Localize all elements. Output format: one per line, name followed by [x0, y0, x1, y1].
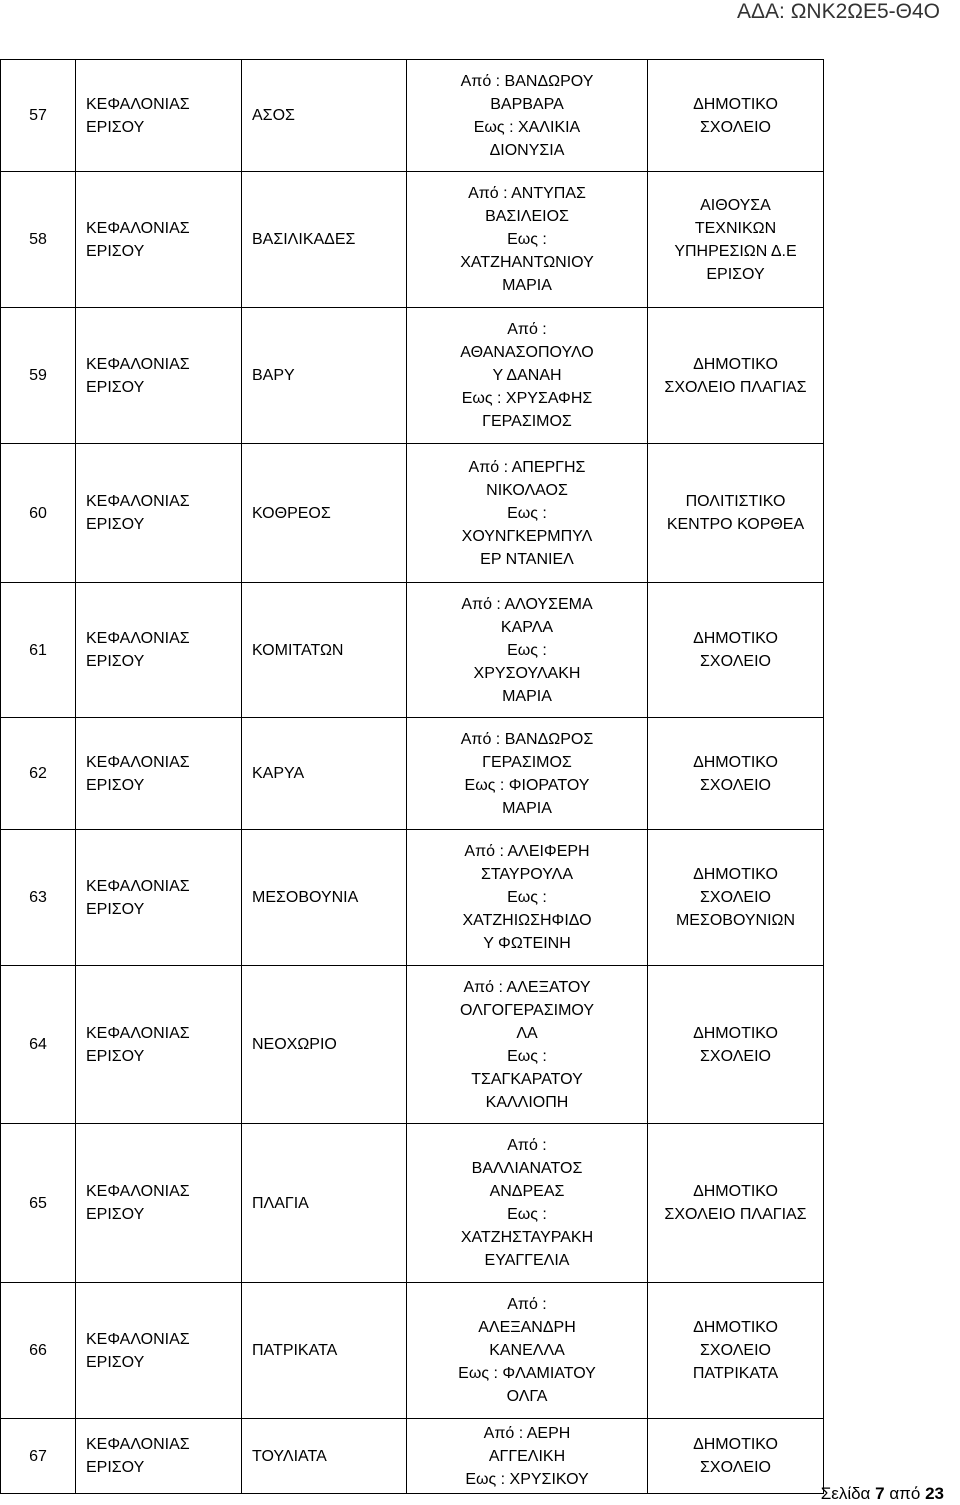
- persons-cell-line: ΒΑΡΒΑΡΑ: [490, 95, 564, 113]
- persons-cell: [407, 966, 648, 1124]
- persons-cell-line: Εως : ΧΑΛΙΚΙΑ: [473, 118, 581, 136]
- venue-cell-line: ΣΧΟΛΕΙΟ: [700, 1459, 771, 1476]
- venue-cell-line: ΑΙΘΟΥΣΑ: [700, 196, 771, 214]
- venue-cell-line: ΥΠΗΡΕΣΙΩΝ Δ.Ε: [674, 242, 797, 260]
- table-row: [1, 966, 824, 1124]
- venue-cell-line: ΣΧΟΛΕΙΟ: [700, 1047, 771, 1065]
- location-cell: ΠΑΤΡΙΚΑΤΑ: [242, 1283, 407, 1419]
- persons-cell: [407, 308, 648, 444]
- persons-cell-line: Εως :: [507, 231, 547, 248]
- venue-cell-line: ΔΗΜΟΤΙΚΟ: [693, 1024, 778, 1042]
- prefecture-cell-line: ΚΕΦΑΛΟΝΙΑΣ: [86, 219, 190, 237]
- location-cell: ΤΟΥΛΙΑΤΑ: [242, 1419, 407, 1494]
- persons-cell-line: ΚΑΛΛΙΟΠΗ: [485, 1093, 569, 1111]
- venue-cell-line: ΣΧΟΛΕΙΟ: [700, 889, 771, 906]
- table-row: [1, 1283, 824, 1419]
- location-cell: ΝΕΟΧΩΡΙΟ: [242, 966, 407, 1124]
- persons-cell-line: Εως :: [507, 889, 547, 906]
- persons-cell-line: ΔΙΟΝΥΣΙΑ: [489, 141, 565, 159]
- persons-cell-line: Εως :: [507, 504, 547, 522]
- prefecture-cell-line: ΚΕΦΑΛΟΝΙΑΣ: [86, 630, 190, 647]
- prefecture-cell: [76, 172, 242, 308]
- prefecture-cell-line: ΕΡΙΣΟΥ: [86, 118, 145, 136]
- page-word: Σελίδα: [820, 1484, 871, 1503]
- persons-cell: [407, 60, 648, 172]
- table-row: [1, 1419, 824, 1494]
- table-row: [1, 308, 824, 444]
- prefecture-cell-line: ΚΕΦΑΛΟΝΙΑΣ: [86, 1024, 190, 1042]
- location-cell: ΒΑΡΥ: [242, 308, 407, 444]
- venue-cell: [648, 1124, 824, 1283]
- venue-cell-line: ΕΡΙΣΟΥ: [706, 265, 765, 283]
- prefecture-cell-line: ΕΡΙΣΟΥ: [86, 653, 145, 670]
- row-number: 65: [1, 1124, 76, 1283]
- persons-cell-line: ΧΡΥΣΟΥΛΑΚΗ: [473, 664, 581, 682]
- venue-cell-line: ΜΕΣΟΒΟΥΝΙΩΝ: [675, 912, 796, 929]
- persons-cell-line: Εως : ΦΛΑΜΙΑΤΟΥ: [458, 1365, 596, 1382]
- prefecture-cell: [76, 966, 242, 1124]
- prefecture-cell: [76, 718, 242, 830]
- persons-cell: [407, 1283, 648, 1419]
- persons-cell-line: ΧΑΤΖΗΣΤΑΥΡΑΚΗ: [460, 1229, 594, 1246]
- persons-cell: [407, 1124, 648, 1283]
- ada-code: ΑΔΑ: ΩΝΚ2ΩΕ5-Θ4Ο: [737, 0, 940, 23]
- persons-cell-line: Από : ΑΝΤΥΠΑΣ: [468, 185, 586, 202]
- prefecture-cell: [76, 444, 242, 583]
- venue-cell: [648, 966, 824, 1124]
- venue-cell: [648, 308, 824, 444]
- venue-cell-line: ΔΗΜΟΤΙΚΟ: [693, 753, 778, 771]
- persons-cell-line: Εως : ΧΡΥΣΑΦΗΣ: [461, 390, 593, 407]
- venue-cell-line: ΠΑΤΡΙΚΑΤΑ: [692, 1365, 779, 1382]
- venue-cell-line: ΣΧΟΛΕΙΟ ΠΛΑΓΙΑΣ: [664, 1206, 807, 1223]
- venue-cell-line: ΠΟΛΙΤΙΣΤΙΚΟ: [685, 493, 786, 510]
- persons-cell-line: Από : ΑΕΡΗ: [483, 1424, 571, 1442]
- venue-cell: [648, 583, 824, 718]
- venue-cell-line: ΔΗΜΟΤΙΚΟ: [693, 1183, 778, 1200]
- venue-cell-line: ΤΕΧΝΙΚΩΝ: [694, 219, 777, 237]
- table-row: [1, 583, 824, 718]
- persons-cell-line: ΓΕΡΑΣΙΜΟΣ: [482, 413, 572, 430]
- venue-cell-line: ΔΗΜΟΤΙΚΟ: [693, 866, 778, 883]
- venue-cell: [648, 718, 824, 830]
- table-row: [1, 718, 824, 830]
- venue-cell: [648, 172, 824, 308]
- persons-cell-line: Από : ΑΠΕΡΓΗΣ: [468, 458, 586, 476]
- persons-cell-line: Από : ΑΛΟΥΣΕΜΑ: [461, 595, 593, 613]
- persons-cell-line: Από : ΑΛΕΙΦΕΡΗ: [464, 843, 590, 860]
- venue-cell: [648, 444, 824, 583]
- persons-cell-line: ΜΑΡΙΑ: [502, 277, 552, 294]
- persons-cell-line: ΤΣΑΓΚΑΡΑΤΟΥ: [471, 1070, 583, 1088]
- row-number: 63: [1, 830, 76, 966]
- table-row: [1, 444, 824, 583]
- venue-cell: [648, 1283, 824, 1419]
- persons-cell-line: ΚΑΡΛΑ: [500, 618, 554, 636]
- prefecture-cell-line: ΚΕΦΑΛΟΝΙΑΣ: [86, 1330, 190, 1348]
- persons-cell: [407, 172, 648, 308]
- current-page: 7: [875, 1484, 885, 1503]
- persons-cell-line: Εως :: [507, 641, 547, 659]
- location-cell: ΒΑΣΙΛΙΚΑΔΕΣ: [242, 172, 407, 308]
- prefecture-cell-line: ΕΡΙΣΟΥ: [86, 1206, 145, 1223]
- venue-cell-line: ΣΧΟΛΕΙΟ ΠΛΑΓΙΑΣ: [664, 378, 807, 396]
- persons-cell-line: ΑΓΓΕΛΙΚΗ: [488, 1447, 566, 1465]
- venue-cell-line: ΣΧΟΛΕΙΟ: [700, 776, 771, 794]
- persons-cell-line: Υ ΔΑΝΑΗ: [492, 367, 562, 384]
- prefecture-cell-line: ΚΕΦΑΛΟΝΙΑΣ: [86, 753, 190, 771]
- prefecture-cell: [76, 583, 242, 718]
- prefecture-cell-line: ΕΡΙΣΟΥ: [86, 516, 145, 533]
- venue-cell: [648, 830, 824, 966]
- persons-cell: [407, 718, 648, 830]
- venue-cell: [648, 60, 824, 172]
- persons-cell-line: ΕΥΑΓΓΕΛΙΑ: [484, 1252, 570, 1269]
- prefecture-cell: [76, 308, 242, 444]
- persons-cell: [407, 830, 648, 966]
- prefecture-cell: [76, 1419, 242, 1494]
- prefecture-cell-line: ΚΕΦΑΛΟΝΙΑΣ: [86, 493, 190, 510]
- table-body: [1, 60, 824, 1494]
- persons-cell-line: Από :: [507, 1296, 547, 1313]
- row-number: 58: [1, 172, 76, 308]
- polling-stations-table: [0, 59, 824, 1494]
- table-row: [1, 60, 824, 172]
- prefecture-cell-line: ΕΡΙΣΟΥ: [86, 1459, 145, 1476]
- row-number: 62: [1, 718, 76, 830]
- row-number: 66: [1, 1283, 76, 1419]
- row-number: 57: [1, 60, 76, 172]
- persons-cell-line: ΜΑΡΙΑ: [502, 687, 552, 705]
- prefecture-cell-line: ΚΕΦΑΛΟΝΙΑΣ: [86, 95, 190, 113]
- persons-cell-line: Από : ΑΛΕΞΑΤΟΥ: [463, 978, 591, 996]
- venue-cell-line: ΔΗΜΟΤΙΚΟ: [693, 630, 778, 647]
- prefecture-cell-line: ΚΕΦΑΛΟΝΙΑΣ: [86, 355, 190, 373]
- venue-cell-line: ΚΕΝΤΡΟ ΚΟΡΘΕΑ: [666, 516, 805, 533]
- location-cell: ΚΟΜΙΤΑΤΩΝ: [242, 583, 407, 718]
- persons-cell-line: ΣΤΑΥΡΟΥΛΑ: [480, 866, 574, 883]
- row-number: 61: [1, 583, 76, 718]
- prefecture-cell-line: ΚΕΦΑΛΟΝΙΑΣ: [86, 1183, 190, 1200]
- persons-cell-line: ΜΑΡΙΑ: [502, 799, 552, 817]
- persons-cell-line: ΚΑΝΕΛΛΑ: [489, 1342, 565, 1359]
- prefecture-cell-line: ΚΕΦΑΛΟΝΙΑΣ: [86, 1436, 190, 1453]
- venue-cell: [648, 1419, 824, 1494]
- prefecture-cell-line: ΚΕΦΑΛΟΝΙΑΣ: [86, 877, 190, 895]
- persons-cell-line: ΟΛΓΟΓΕΡΑΣΙΜΟΥ: [459, 1001, 594, 1019]
- persons-cell-line: ΧΟΥΝΓΚΕΡΜΠΥΛ: [461, 527, 593, 545]
- persons-cell-line: ΒΑΣΙΛΕΙΟΣ: [485, 208, 569, 225]
- table-row: [1, 172, 824, 308]
- persons-cell-line: ΑΛΕΞΑΝΔΡΗ: [478, 1319, 576, 1336]
- persons-cell-line: ΧΑΤΖΗΑΝΤΩΝΙΟΥ: [460, 254, 594, 271]
- persons-cell-line: Εως :: [507, 1206, 547, 1223]
- prefecture-cell-line: ΕΡΙΣΟΥ: [86, 900, 145, 918]
- persons-cell-line: Εως : ΦΙΟΡΑΤΟΥ: [464, 776, 590, 794]
- venue-cell-line: ΔΗΜΟΤΙΚΟ: [693, 1319, 778, 1336]
- prefecture-cell: [76, 1283, 242, 1419]
- persons-cell-line: Από :: [507, 1137, 547, 1154]
- venue-cell-line: ΣΧΟΛΕΙΟ: [700, 653, 771, 670]
- persons-cell-line: ΒΑΛΛΙΑΝΑΤΟΣ: [471, 1160, 583, 1177]
- of-word: από: [889, 1484, 921, 1503]
- row-number: 60: [1, 444, 76, 583]
- persons-cell-line: ΓΕΡΑΣΙΜΟΣ: [482, 753, 572, 771]
- location-cell: ΠΛΑΓΙΑ: [242, 1124, 407, 1283]
- persons-cell-line: Από :: [507, 321, 547, 338]
- persons-cell-line: ΑΘΑΝΑΣΟΠΟΥΛΟ: [460, 344, 594, 361]
- persons-cell-line: ΑΝΔΡΕΑΣ: [489, 1183, 565, 1200]
- persons-cell-line: Από : ΒΑΝΔΩΡΟΣ: [460, 730, 594, 748]
- row-number: 59: [1, 308, 76, 444]
- persons-cell-line: ΕΡ ΝΤΑΝΙΕΛ: [480, 550, 574, 568]
- row-number: 64: [1, 966, 76, 1124]
- persons-cell-line: Υ ΦΩΤΕΙΝΗ: [483, 935, 571, 952]
- location-cell: ΑΣΟΣ: [242, 60, 407, 172]
- persons-cell-line: Εως : ΧΡΥΣΙΚΟΥ: [465, 1470, 589, 1488]
- prefecture-cell-line: ΕΡΙΣΟΥ: [86, 378, 145, 396]
- table-row: [1, 1124, 824, 1283]
- persons-cell-line: Εως :: [507, 1047, 547, 1065]
- persons-cell: [407, 444, 648, 583]
- venue-cell-line: ΣΧΟΛΕΙΟ: [700, 1342, 771, 1359]
- table-row: [1, 830, 824, 966]
- total-pages: 23: [925, 1484, 944, 1503]
- prefecture-cell-line: ΕΡΙΣΟΥ: [86, 1047, 145, 1065]
- location-cell: ΚΑΡΥΑ: [242, 718, 407, 830]
- prefecture-cell-line: ΕΡΙΣΟΥ: [86, 242, 145, 260]
- location-cell: ΚΟΘΡΕΟΣ: [242, 444, 407, 583]
- persons-cell: [407, 1419, 648, 1494]
- location-cell: ΜΕΣΟΒΟΥΝΙΑ: [242, 830, 407, 966]
- prefecture-cell: [76, 60, 242, 172]
- page-footer: [821, 1484, 944, 1504]
- row-number: 67: [1, 1419, 76, 1494]
- persons-cell-line: ΛΑ: [516, 1024, 538, 1042]
- persons-cell-line: ΧΑΤΖΗΙΩΣΗΦΙΔΟ: [462, 912, 592, 929]
- venue-cell-line: ΔΗΜΟΤΙΚΟ: [693, 95, 778, 113]
- prefecture-cell-line: ΕΡΙΣΟΥ: [86, 776, 145, 794]
- persons-cell-line: ΝΙΚΟΛΑΟΣ: [486, 481, 568, 499]
- venue-cell-line: ΔΗΜΟΤΙΚΟ: [693, 355, 778, 373]
- venue-cell-line: ΣΧΟΛΕΙΟ: [700, 118, 771, 136]
- persons-cell-line: Από : ΒΑΝΔΩΡΟΥ: [460, 72, 594, 90]
- persons-cell-line: ΟΛΓΑ: [506, 1388, 548, 1405]
- prefecture-cell: [76, 1124, 242, 1283]
- venue-cell-line: ΔΗΜΟΤΙΚΟ: [693, 1436, 778, 1453]
- prefecture-cell-line: ΕΡΙΣΟΥ: [86, 1353, 145, 1371]
- prefecture-cell: [76, 830, 242, 966]
- persons-cell: [407, 583, 648, 718]
